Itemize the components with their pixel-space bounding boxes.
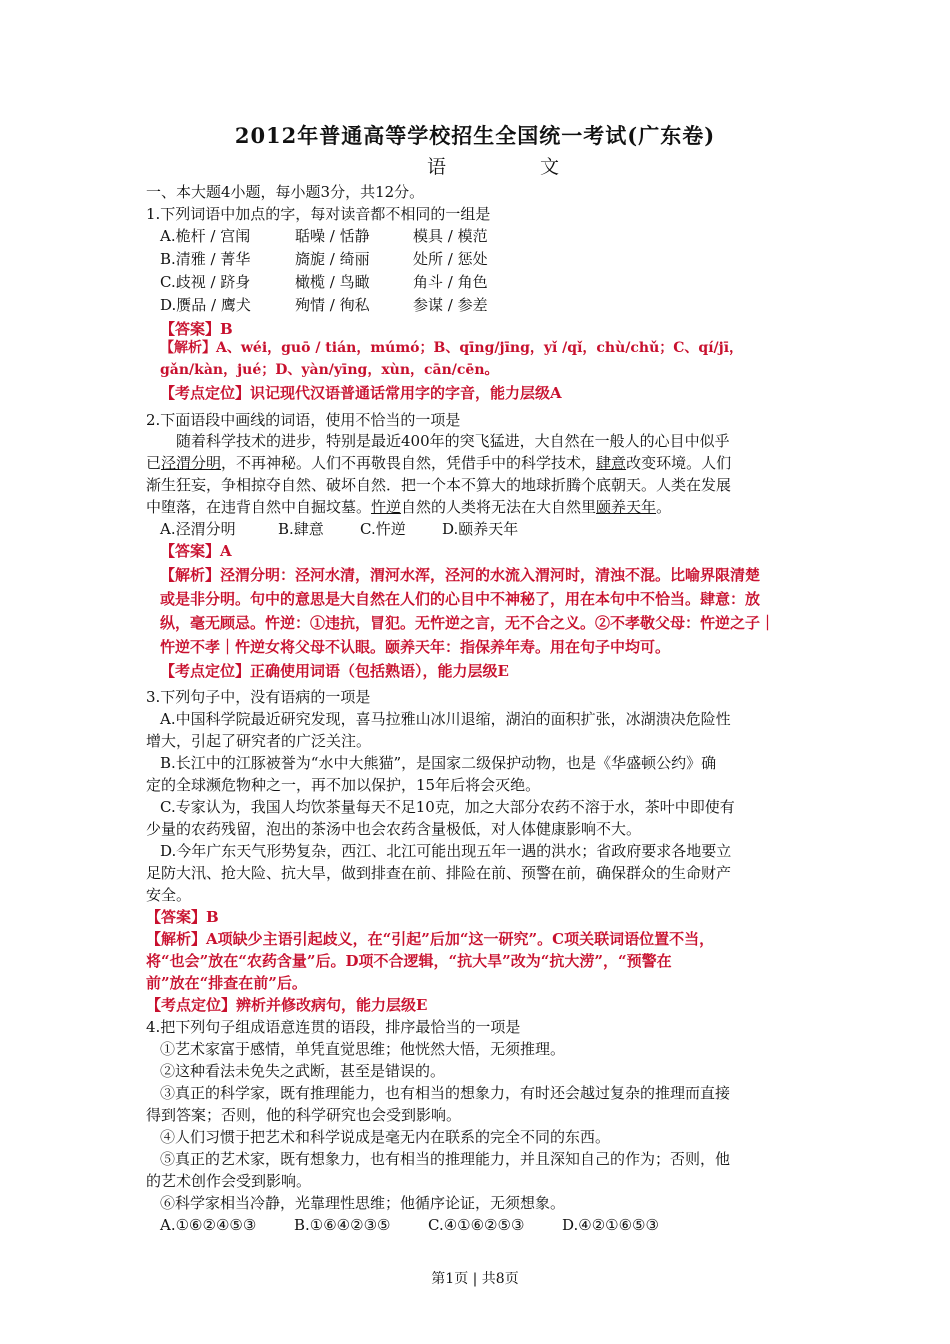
q3-point: 【考点定位】辨析并修改病句，能力层级E [146,996,428,1014]
q1-answer: 【答案】B [160,320,233,338]
q1-analysis-2: gǎn/kàn，jué；D、yàn/yīng，xùn，cān/cēn。 [160,362,499,378]
q2-analysis-4: 忤逆不孝｜忤逆女将父母不认眼。颐养天年：指保养年寿。用在句子中均可。 [160,638,671,656]
q2-answer: 【答案】A [160,542,232,560]
page-footer: 第1页 | 共8页 [431,1271,519,1287]
q3-option-a-2: 增大，引起了研究者的广泛关注。 [146,732,372,750]
section-heading: 一、本大题4小题，每小题3分，共12分。 [146,183,425,201]
q2-analysis-1: 【解析】泾渭分明：泾河水清，渭河水浑，泾河的水流入渭河时，清浊不混。比喻界限清楚 [160,566,761,584]
q2-para-line-1: 随着科学技术的进步，特别是最近400年的突飞猛进，大自然在一般人的心目中似乎 [176,432,730,450]
q2-para-line-2: 已泾渭分明，不再神秘。人们不再敬畏自然，凭借手中的科学技术，肆意改变环境。人们 [146,454,732,472]
q3-analysis-2: 将“也会”放在“农药含量”后。D项不合逻辑，“抗大旱”改为“抗大涝”，“预警在 [146,952,672,970]
q4-sentence-3b: 得到答案；否则，他的科学研究也会受到影响。 [146,1106,462,1124]
q3-option-c-1: C.专家认为，我国人均饮茶量每天不足10克，加之大部分农药不溶于水，茶叶中即使有 [160,798,735,816]
q2-options: A.泾渭分明 B.肆意 C.忤逆 D.颐养天年 [160,520,519,538]
q1-stem: 1.下列词语中加点的字，每对读音都不相同的一组是 [146,205,491,223]
q4-sentence-5b: 的艺术创作会受到影响。 [146,1172,312,1190]
q4-sentence-6: ⑥科学家相当冷静，光靠理性思维；他循序论证，无须想象。 [160,1194,566,1212]
q4-sentence-3a: ③真正的科学家，既有推理能力，也有相当的想象力，有时还会越过复杂的推理而直接 [160,1084,731,1102]
q2-analysis-3: 纵，毫无顾忌。忤逆：①违抗，冒犯。无忤逆之言，无不合之义。②不孝敬父母：忤逆之子｜ [160,614,776,632]
q1-option-b: B.清雅 / 菁华 旖旎 / 绮丽 处所 / 惩处 [160,250,488,268]
q3-option-b-1: B.长江中的江豚被誉为“水中大熊猫”，是国家二级保护动物，也是《华盛顿公约》确 [160,754,717,772]
q3-analysis-3: 前”放在“排查在前”后。 [146,974,307,992]
q2-analysis-2: 或是非分明。句中的意思是大自然在人们的心目中不神秘了，用在本句中不恰当。肆意：放 [160,590,761,608]
exam-title: 2012年普通高等学校招生全国统一考试(广东卷) [234,123,716,148]
q4-stem: 4.把下列句子组成语意连贯的语段，排序最恰当的一项是 [146,1018,521,1036]
q4-sentence-4: ④人们习惯于把艺术和科学说成是毫无内在联系的完全不同的东西。 [160,1128,611,1146]
q1-analysis-1: 【解析】A、wéi，guō / tián，múmó；B、qīng/jīng，yǐ /qǐ，chù/chǔ；C、qí/jī， [160,340,744,356]
q3-option-b-2: 定的全球濒危物种之一，再不加以保护，15年后将会灭绝。 [146,776,541,794]
q3-option-a-1: A.中国科学院最近研究发现，喜马拉雅山冰川退缩，湖泊的面积扩张，冰湖溃决危险性 [160,710,731,728]
q3-answer: 【答案】B [146,908,219,926]
q4-options: A.①⑥②④⑤③ B.①⑥④②③⑤ C.④①⑥②⑤③ D.④②①⑥⑤③ [160,1216,659,1234]
q3-analysis-1: 【解析】A项缺少主语引起歧义，在“引起”后加“这一研究”。C项关联词语位置不当， [146,930,715,948]
q3-option-d-1: D.今年广东天气形势复杂，西江、北江可能出现五年一遇的洪水；省政府要求各地要立 [160,842,732,860]
q1-option-d: D.赝品 / 鹰犬 殉情 / 徇私 参谋 / 参差 [160,296,488,314]
q3-stem: 3.下列句子中，没有语病的一项是 [146,688,371,706]
q2-para-line-4: 中堕落，在违背自然中自掘坟墓。忤逆自然的人类将无法在大自然里颐养天年。 [146,498,672,516]
q2-para-line-3: 渐生狂妄，争相掠夺自然、破坏自然．把一个本不算大的地球折腾个底朝天。人类在发展 [146,476,732,494]
q3-option-d-2: 足防大汛、抢大险、抗大旱，做到排查在前、排险在前、预警在前，确保群众的生命财产 [146,864,732,882]
q4-sentence-2: ②这种看法未免失之武断，甚至是错误的。 [160,1062,446,1080]
q3-option-d-3: 安全。 [146,886,192,904]
q3-option-c-2: 少量的农药残留，泡出的茶汤中也会农药含量极低，对人体健康影响不大。 [146,820,642,838]
q2-stem: 2.下面语段中画线的词语，使用不恰当的一项是 [146,411,461,429]
q4-sentence-5a: ⑤真正的艺术家，既有想象力，也有相当的推理能力，并且深知自己的作为；否则，他 [160,1150,731,1168]
q1-point: 【考点定位】识记现代汉语普通话常用字的字音，能力层级A [160,384,562,402]
q2-point: 【考点定位】正确使用词语（包括熟语），能力层级E [160,662,509,680]
subject-subtitle: 语 文 [426,156,604,178]
q4-sentence-1: ①艺术家富于感情，单凭直觉思维；他恍然大悟，无须推理。 [160,1040,566,1058]
q1-option-a: A.桅杆 / 宫闱 聒噪 / 恬静 模具 / 模范 [160,227,488,245]
q1-option-c: C.歧视 / 跻身 橄榄 / 鸟瞰 角斗 / 角色 [160,273,488,291]
